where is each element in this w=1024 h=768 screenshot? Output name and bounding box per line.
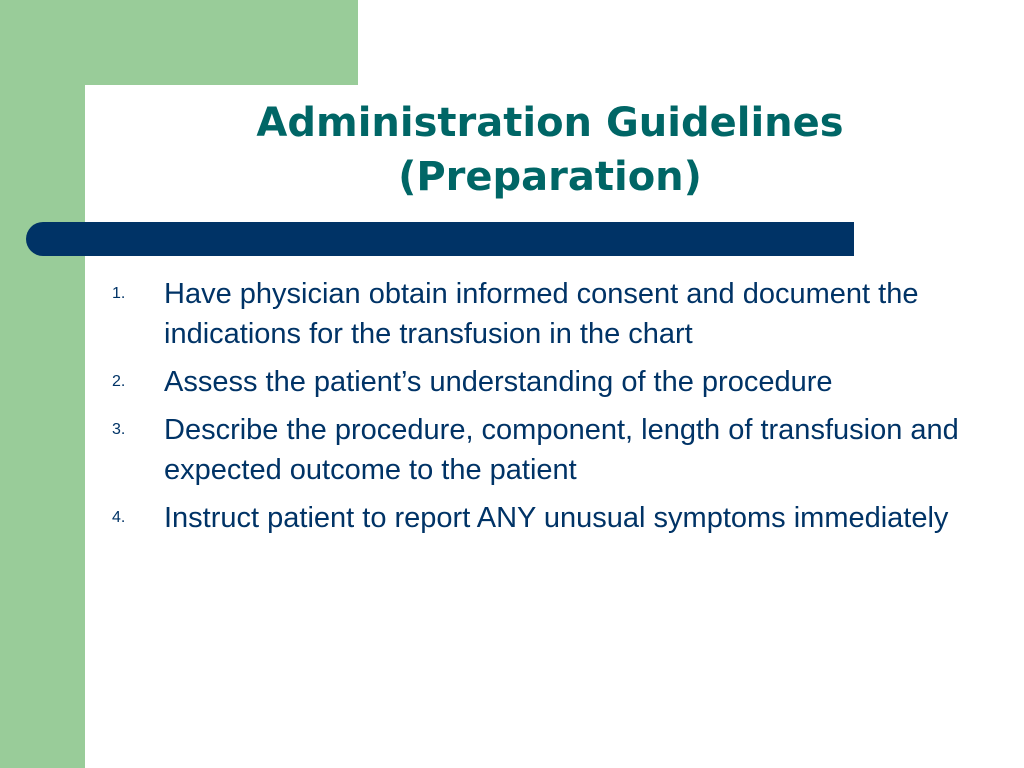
list-item (112, 274, 972, 354)
title-divider-bar (26, 222, 854, 256)
item-text: Describe the procedure, component, length of transfusion and expected outcome to the patient (164, 414, 959, 486)
item-text: Assess the patient’s understanding of the procedure (164, 366, 833, 398)
title-line-2: (Preparation) (398, 154, 702, 200)
green-top-band (0, 0, 358, 85)
item-text: Have physician obtain informed consent and document the indications for the transfusion in the chart (164, 278, 919, 350)
item-number: 1. (112, 285, 126, 302)
item-text: Instruct patient to report ANY unusual symptoms immediately (164, 502, 949, 534)
list-item (112, 498, 972, 538)
guidelines-list (112, 274, 972, 546)
list-item (112, 410, 972, 490)
item-number: 3. (112, 421, 126, 438)
item-number: 2. (112, 373, 126, 390)
green-side-band (0, 0, 85, 768)
slide-title (200, 96, 900, 204)
item-number: 4. (112, 509, 126, 526)
title-line-1: Administration Guidelines (256, 100, 844, 146)
list-item (112, 362, 972, 402)
